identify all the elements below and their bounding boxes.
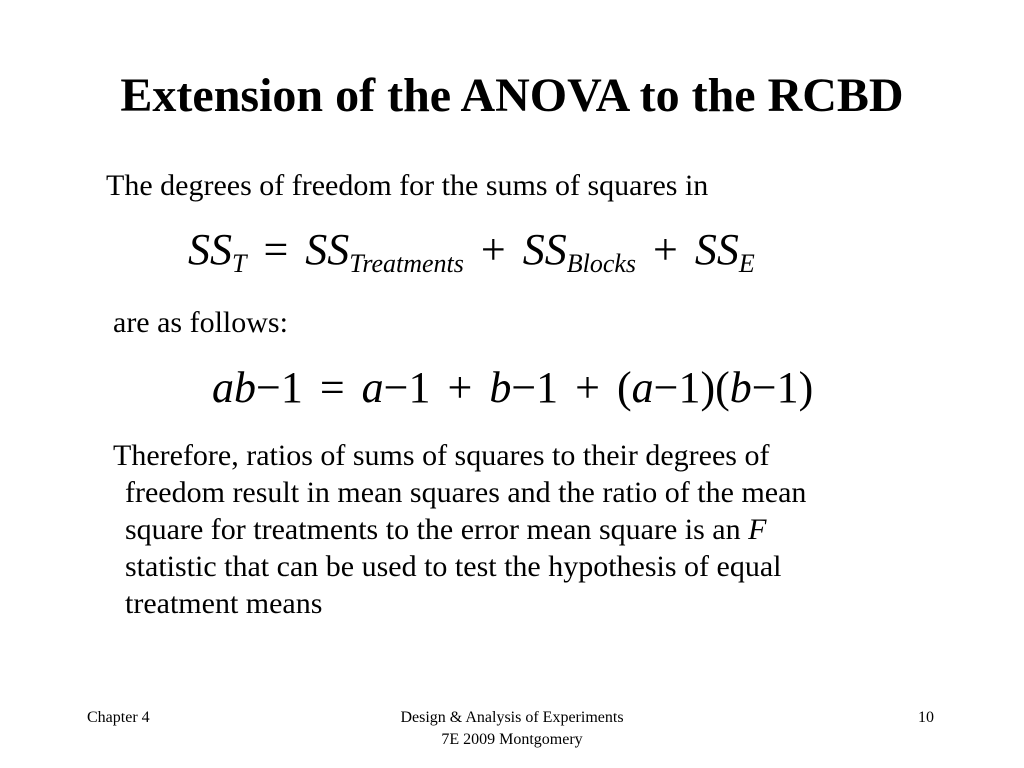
eq2-a: a [361, 363, 384, 412]
paragraph-line-1: Therefore, ratios of sums of squares to their degrees of [113, 439, 770, 472]
eq2-paren-b-rest: −1) [751, 363, 814, 412]
eq2-equals: = [319, 363, 345, 412]
eq2-paren-a-rest: −1)( [653, 363, 730, 412]
footer-book-title: Design & Analysis of Experiments [400, 709, 624, 726]
paragraph-line-3-text: square for treatments to the error mean square is an [125, 513, 749, 546]
eq2-plus-2: + [575, 363, 600, 412]
eq1-ss-total: SS [188, 225, 232, 274]
eq1-plus-2: + [653, 225, 678, 274]
ss-decomposition-equation [188, 225, 755, 278]
eq2-b: b [489, 363, 512, 412]
paragraph-line-5: treatment means [125, 587, 323, 620]
conclusion-paragraph [113, 437, 913, 622]
follows-text: are as follows: [113, 306, 288, 339]
footer-page-number: 10 [918, 709, 934, 726]
eq1-ss-error: SS [694, 225, 739, 274]
eq1-sub-error: E [738, 249, 755, 278]
eq2-plus-1: + [447, 363, 473, 412]
eq2-paren-open: ( [616, 363, 632, 412]
eq2-a-minus-1: −1 [383, 363, 431, 412]
eq1-sub-treatments: Treatments [349, 249, 464, 278]
eq2-paren-a: a [631, 363, 654, 412]
f-statistic-symbol: F [748, 513, 767, 546]
footer-book [362, 707, 662, 752]
footer-book-edition: 7E 2009 Montgomery [441, 731, 583, 749]
paragraph-line-3 [113, 511, 913, 548]
eq1-equals: = [263, 225, 289, 274]
degrees-of-freedom-equation [212, 363, 814, 412]
eq2-paren-b: b [729, 363, 752, 412]
paragraph-line-4: statistic that can be used to test the hypothesis of equal [125, 550, 782, 583]
eq2-b-minus-1: −1 [511, 363, 559, 412]
eq1-plus-1: + [480, 225, 506, 274]
eq2-ab: ab [212, 363, 256, 412]
eq1-sub-blocks: Blocks [566, 249, 637, 278]
eq1-ss-blocks: SS [522, 225, 567, 274]
eq1-sub-total: T [232, 249, 247, 278]
footer-chapter: Chapter 4 [87, 709, 150, 726]
intro-text: The degrees of freedom for the sums of squares in [106, 169, 709, 202]
paragraph-line-2: freedom result in mean squares and the ratio of the mean [125, 476, 807, 509]
eq2-minus-1-lhs: −1 [256, 363, 303, 412]
slide-title: Extension of the ANOVA to the RCBD [120, 69, 904, 122]
eq1-ss-treatments: SS [305, 225, 350, 274]
